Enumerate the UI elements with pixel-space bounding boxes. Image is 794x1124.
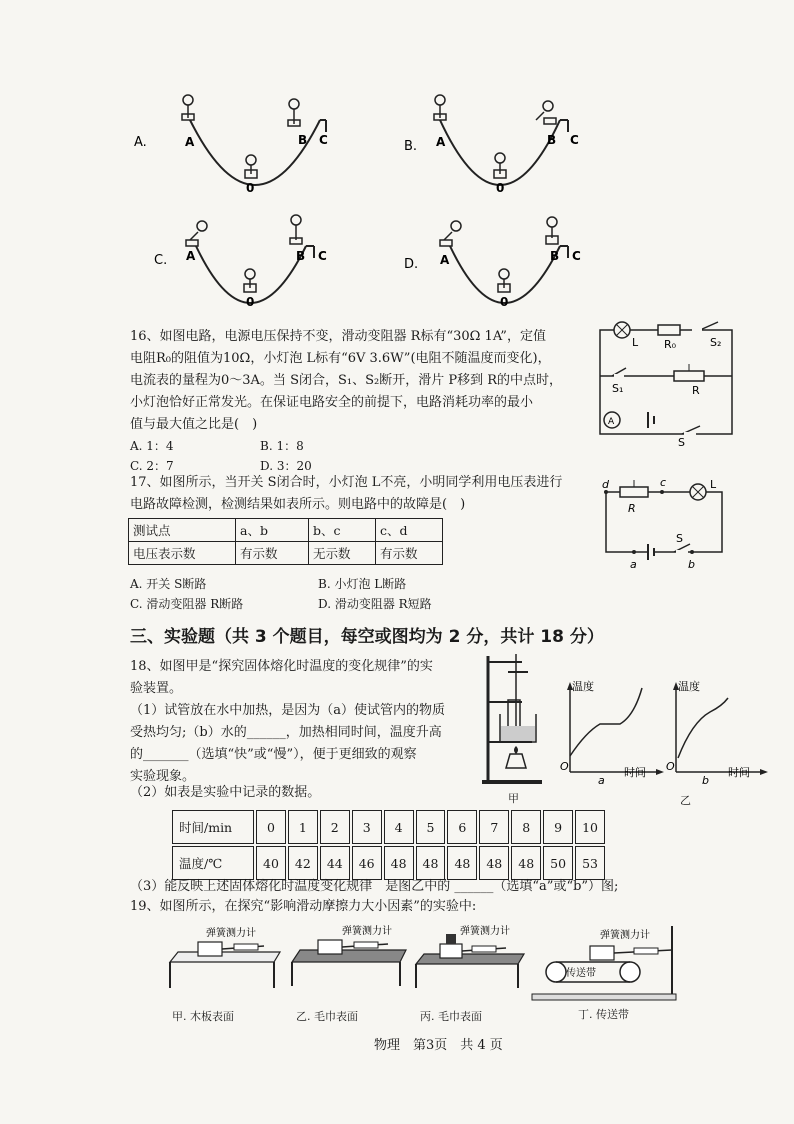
q18-line-6: 实验现象。 [130,769,196,784]
svg-text:B.: B. [404,139,418,154]
svg-text:传送带: 传送带 [566,968,596,979]
q16-option-d[interactable]: D. 3：20 [260,459,312,473]
q17-circuit-diagram [596,476,736,580]
svg-text:A: A [186,249,196,263]
q15-option-c [150,210,360,310]
q18-line-2: 验装置。 [130,681,183,696]
svg-text:C: C [570,133,579,147]
q17-line-2: 电路故障检测，检测结果如表所示。则电路中的故障是( ) [130,497,466,512]
curve-a [570,688,642,756]
svg-text:B: B [298,133,308,147]
rheostat-r [620,487,648,497]
q18-line-5: 的_______（选填“快”或“慢”），便于更细致的观察 [130,747,417,762]
q16-option-c[interactable]: C. 2：7 [130,459,174,473]
svg-text:d: d [602,478,609,491]
svg-text:S: S [676,532,683,545]
table-row: 温度/℃ 40 42 44 46 48 48 48 48 48 50 53 [172,846,605,880]
svg-text:C.: C. [154,253,168,268]
svg-text:B: B [547,133,557,147]
q16-line-1: 16、如图电路，电源电压保持不变，滑动变阻器 R标有“30Ω 1A”，定值 [130,329,546,344]
heating-apparatus [472,650,552,790]
q18-data-table [170,808,607,882]
svg-text:B: B [296,249,306,263]
svg-text:S₁: S₁ [612,382,624,395]
svg-text:O: O [666,760,675,773]
svg-text:b: b [702,774,709,786]
svg-text:弹簧测力计: 弹簧测力计 [460,926,510,937]
person-figure [245,155,257,178]
svg-text:R: R [692,384,700,397]
q15-option-a [130,90,340,200]
q18-line-3: （1）试管放在水中加热，是因为（a）使试管内的物质 [130,703,446,718]
svg-text:时间: 时间 [728,766,750,779]
svg-text:0: 0 [246,295,255,309]
bowl-diagram-b [400,90,610,200]
resistor-r0 [658,325,680,335]
person-figure [288,99,300,126]
q17-option-a[interactable]: A. 开关 S断路 [130,577,207,591]
svg-text:A: A [185,135,195,149]
q16-option-a[interactable]: A. 1：4 [130,439,174,453]
option-label: A. [134,135,147,150]
svg-text:C: C [319,133,328,147]
svg-text:C: C [318,249,327,263]
svg-text:L: L [710,478,717,491]
q18-line-7: （2）如表是实验中记录的数据。 [130,785,321,800]
svg-text:0: 0 [500,295,509,309]
bowl-diagram-d [400,210,610,310]
q17-option-c[interactable]: C. 滑动变阻器 R断路 [130,597,244,611]
svg-text:弹簧测力计: 弹簧测力计 [342,926,392,937]
svg-text:A: A [436,135,446,149]
svg-text:0: 0 [246,181,255,195]
svg-text:c: c [660,476,667,489]
fig-jia-label: 甲 [508,792,519,805]
svg-text:0: 0 [496,181,505,195]
graph-b [664,676,774,790]
q18-line-1: 18、如图甲是“探究固体熔化时温度的变化规律”的实 [130,659,433,674]
table-row: 电压表示数 有示数 无示数 有示数 [129,542,443,565]
friction-fig-ding [530,920,680,1008]
person-figure [182,95,194,120]
svg-text:温度: 温度 [572,680,594,693]
table-row: 测试点 a、b b、c c、d [129,519,443,542]
q17-option-d[interactable]: D. 滑动变阻器 R短路 [318,597,432,611]
svg-text:B: B [550,249,560,263]
svg-text:S: S [678,436,685,446]
q19-line-1: 19、如图所示，在探究“影响滑动摩擦力大小因素”的实验中: [130,899,477,914]
q18-line-4: 受热均匀;（b）水的______，加热相同时间，温度升高 [130,725,442,740]
q16-line-5: 值与最大值之比是( ) [130,417,258,432]
svg-text:b: b [688,558,695,571]
svg-text:时间: 时间 [624,766,646,779]
friction-fig-yi [288,920,408,1004]
q17-line-1: 17、如图所示，当开关 S闭合时，小灯泡 L不亮，小明同学利用电压表进行 [130,475,563,490]
svg-text:A: A [608,417,615,427]
friction-fig-bing [410,922,530,1006]
q16-circuit-diagram [592,316,742,450]
q18-line-8: （3）能反映上述固体熔化时温度变化规律 是图乙中的 ______（选填“a”或“b”）图; [130,879,619,894]
q16-line-2: 电阻R₀的阻值为10Ω，小灯泡 L标有“6V 3.6W”(电阻不随温度而变化)， [130,351,551,366]
page-footer: 物理 第3页 共 4 页 [374,1038,503,1053]
svg-text:C: C [572,249,581,263]
svg-text:O: O [560,760,569,773]
curve-b [678,698,728,758]
bowl-diagram-a [130,90,340,200]
svg-text:温度: 温度 [678,680,700,693]
fig-caption-bing: 丙. 毛巾表面 [420,1010,482,1023]
rheostat-r [674,371,704,381]
svg-text:弹簧测力计: 弹簧测力计 [600,930,650,941]
q16-line-3: 电流表的量程为0～3A。当 S闭合，S₁、S₂断开，滑片 P移到 R的中点时， [130,373,563,388]
q15-option-b [400,90,610,200]
q17-option-b[interactable]: B. 小灯泡 L断路 [318,577,407,591]
fig-caption-jia: 甲. 木板表面 [172,1010,234,1023]
svg-text:a: a [630,558,637,571]
bowl-diagram-c [150,210,360,310]
q16-line-4: 小灯泡恰好正常发光。在保证电路安全的前提下，电路消耗功率的最小 [130,395,534,410]
svg-text:L: L [632,336,639,349]
svg-text:弹簧测力计: 弹簧测力计 [206,928,256,939]
fig-caption-yi: 乙. 毛巾表面 [296,1010,358,1023]
svg-text:a: a [598,774,605,786]
friction-fig-jia [164,922,284,1006]
svg-text:R₀: R₀ [664,338,677,351]
fig-caption-ding: 丁. 传送带 [578,1008,629,1021]
table-row: 时间/min 0 1 2 3 4 5 6 7 8 9 10 [172,810,605,844]
q15-option-d [400,210,610,310]
graph-a [556,676,666,790]
svg-text:S₂: S₂ [710,336,722,349]
svg-text:R: R [628,502,636,515]
fig-yi-label: 乙 [680,794,691,807]
svg-text:A: A [440,253,450,267]
q16-option-b[interactable]: B. 1：8 [260,439,304,453]
section-3-title: 三、实验题（共 3 个题目，每空或图均为 2 分，共计 18 分） [130,627,604,647]
svg-text:D.: D. [404,257,419,272]
q17-table [128,518,443,565]
